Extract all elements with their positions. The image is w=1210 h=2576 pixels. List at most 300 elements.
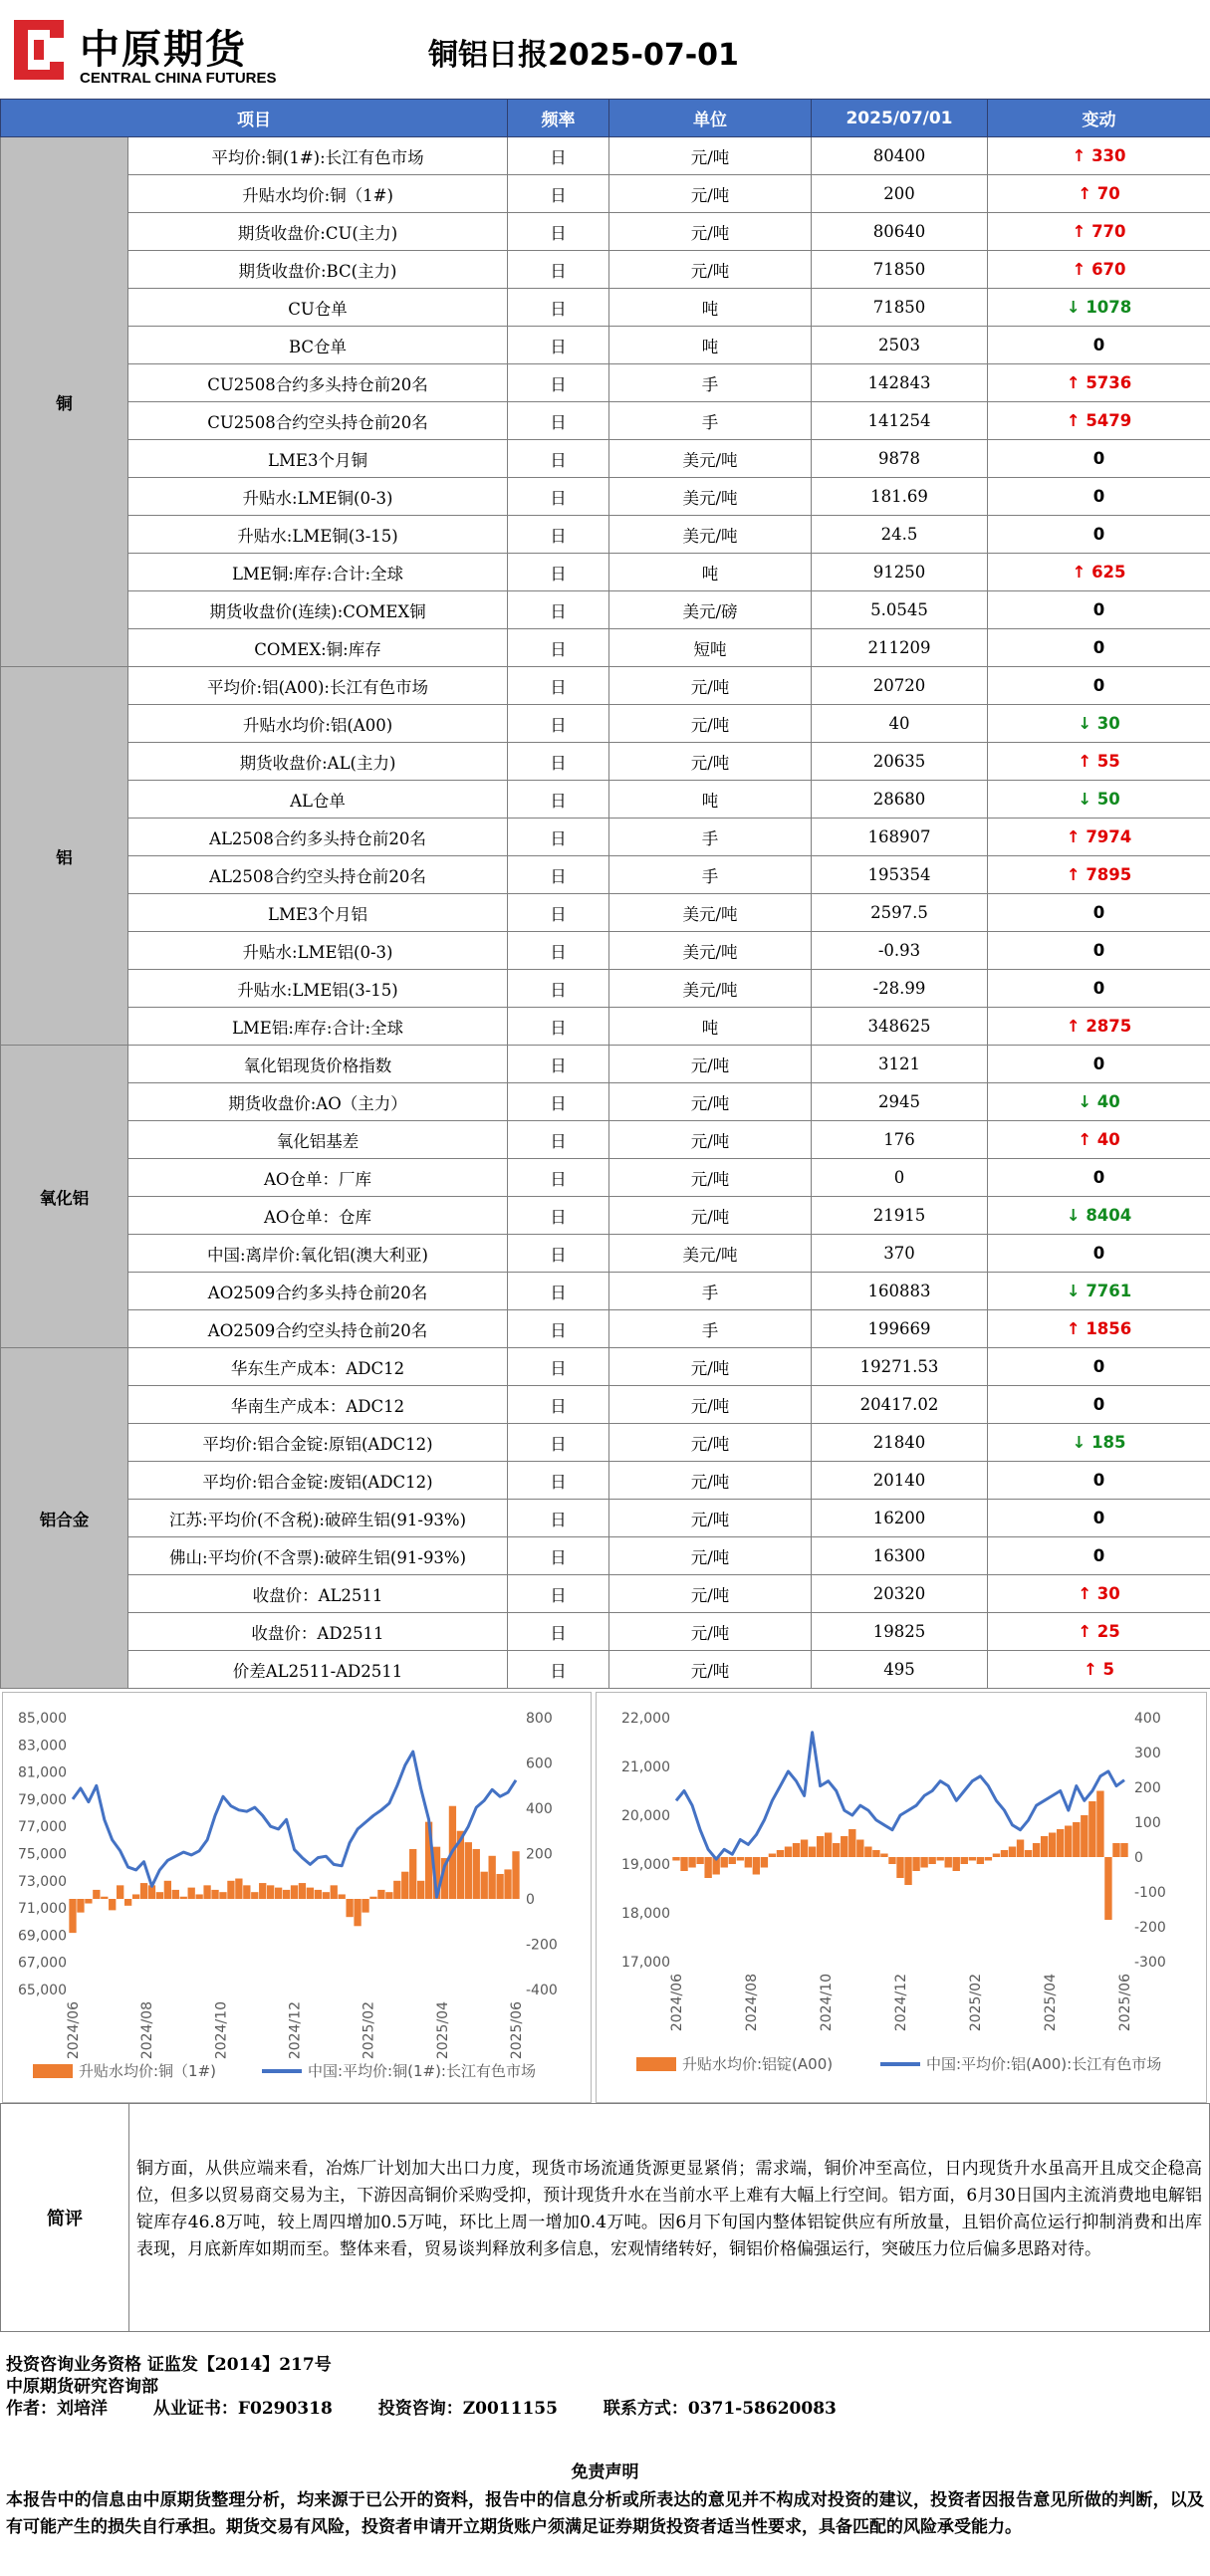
y2-tick-label: -400 <box>526 1983 558 1998</box>
change-cell <box>988 629 1210 667</box>
frequency-cell: 日 <box>508 667 609 705</box>
change-value: 625 <box>1091 563 1126 582</box>
category-cell: 铝 <box>1 667 128 1046</box>
change-value: 0 <box>1092 525 1105 544</box>
table-row <box>1 478 1210 516</box>
x-tick-label: 2025/02 <box>968 1974 984 2032</box>
premium-bar <box>267 1885 274 1899</box>
item-cell: 期货收盘价:CU(主力) <box>128 213 508 251</box>
y2-tick-label: 400 <box>1134 1711 1161 1727</box>
unit-cell: 手 <box>609 1310 812 1348</box>
item-cell: CU2508合约多头持仓前20名 <box>128 364 508 402</box>
unit-cell: 元/吨 <box>609 1159 812 1197</box>
value-cell: 21915 <box>812 1197 988 1235</box>
change-value: 30 <box>1096 1584 1120 1603</box>
x-tick-label: 2025/04 <box>434 2001 451 2060</box>
item-cell: AO2509合约空头持仓前20名 <box>128 1310 508 1348</box>
aluminum-chart <box>597 1693 1206 2102</box>
x-tick-label: 2025/06 <box>509 2001 525 2060</box>
premium-bar <box>101 1897 108 1899</box>
change-cell <box>988 175 1210 213</box>
item-cell: 升贴水:LME铜(3-15) <box>128 516 508 554</box>
arrow-up-icon: ↑ <box>1078 752 1097 771</box>
change-value: 0 <box>1092 979 1105 998</box>
frequency-cell: 日 <box>508 629 609 667</box>
change-value: 0 <box>1092 1054 1105 1073</box>
x-tick-label: 2024/08 <box>744 1974 760 2032</box>
premium-bar <box>953 1857 960 1871</box>
frequency-cell: 日 <box>508 1273 609 1310</box>
unit-cell: 美元/吨 <box>609 478 812 516</box>
item-cell: 华东生产成本：ADC12 <box>128 1348 508 1386</box>
arrow-up-icon: ↑ <box>1066 1017 1087 1036</box>
table-row <box>1 1310 1210 1348</box>
frequency-cell: 日 <box>508 1348 609 1386</box>
change-cell <box>988 1235 1210 1273</box>
y-tick-label: 22,000 <box>621 1711 670 1727</box>
change-cell <box>988 667 1210 705</box>
premium-bar <box>401 1872 408 1899</box>
comment-section <box>0 2103 1210 2332</box>
premium-bar <box>961 1857 968 1864</box>
value-cell: 71850 <box>812 251 988 289</box>
y-tick-label: 69,000 <box>18 1928 67 1945</box>
change-cell <box>988 364 1210 402</box>
table-header-row <box>1 100 1210 137</box>
frequency-cell: 日 <box>508 516 609 554</box>
value-cell: 0 <box>812 1159 988 1197</box>
frequency-cell: 日 <box>508 1613 609 1651</box>
arrow-up-icon: ↑ <box>1072 146 1092 165</box>
value-cell: 80640 <box>812 213 988 251</box>
y-tick-label: 67,000 <box>18 1955 67 1972</box>
value-cell: 24.5 <box>812 516 988 554</box>
premium-bar <box>496 1874 503 1899</box>
consult-number: Z0011155 <box>462 2399 558 2419</box>
x-tick-label: 2024/06 <box>66 2001 82 2060</box>
table-row <box>1 516 1210 554</box>
premium-bar <box>93 1890 100 1899</box>
change-cell <box>988 1046 1210 1083</box>
y-tick-label: 65,000 <box>18 1983 67 1998</box>
item-cell: 平均价:铝合金锭:原铝(ADC12) <box>128 1424 508 1462</box>
item-cell: LME3个月铜 <box>128 440 508 478</box>
frequency-cell: 日 <box>508 1500 609 1537</box>
value-cell: 91250 <box>812 554 988 591</box>
change-value: 30 <box>1096 714 1120 733</box>
table-row <box>1 1197 1210 1235</box>
change-cell <box>988 327 1210 364</box>
premium-bar <box>132 1894 139 1899</box>
table-row <box>1 781 1210 819</box>
item-cell: LME3个月铝 <box>128 894 508 932</box>
item-cell: 氧化铝现货价格指数 <box>128 1046 508 1083</box>
change-value: 0 <box>1092 1168 1105 1187</box>
value-cell: -0.93 <box>812 932 988 970</box>
value-cell: 5.0545 <box>812 591 988 629</box>
premium-bar <box>848 1829 855 1857</box>
table-row <box>1 1613 1210 1651</box>
value-cell: 9878 <box>812 440 988 478</box>
unit-cell: 吨 <box>609 554 812 591</box>
value-cell: -28.99 <box>812 970 988 1008</box>
premium-bar <box>993 1854 1000 1858</box>
premium-bar <box>291 1885 298 1899</box>
charts-area <box>0 1692 1210 2103</box>
change-value: 25 <box>1096 1622 1120 1641</box>
table-row <box>1 440 1210 478</box>
change-cell <box>988 289 1210 327</box>
y-tick-label: 21,000 <box>621 1759 670 1775</box>
premium-bar <box>339 1894 346 1899</box>
premium-bar <box>227 1881 234 1899</box>
value-cell: 80400 <box>812 137 988 175</box>
frequency-cell: 日 <box>508 1083 609 1121</box>
item-cell: 升贴水均价:铝(A00) <box>128 705 508 743</box>
change-cell <box>988 705 1210 743</box>
premium-bar <box>251 1892 258 1899</box>
y-tick-label: 18,000 <box>621 1906 670 1922</box>
table-row <box>1 1235 1210 1273</box>
unit-cell: 元/吨 <box>609 1121 812 1159</box>
frequency-cell: 日 <box>508 856 609 894</box>
change-cell <box>988 1575 1210 1613</box>
item-cell: 期货收盘价:AL(主力) <box>128 743 508 781</box>
premium-bar <box>465 1842 472 1899</box>
item-cell: 收盘价：AD2511 <box>128 1613 508 1651</box>
table-body <box>1 137 1210 1689</box>
category-cell: 铜 <box>1 137 128 667</box>
premium-bar <box>737 1857 744 1861</box>
frequency-cell: 日 <box>508 1121 609 1159</box>
x-tick-label: 2024/08 <box>139 2001 156 2060</box>
y-tick-label: 77,000 <box>18 1819 67 1836</box>
column-header-frequency: 频率 <box>508 100 609 137</box>
value-cell: 20635 <box>812 743 988 781</box>
legend-label-premium: 升贴水均价:铜（1#) <box>79 2062 217 2080</box>
frequency-cell: 日 <box>508 1310 609 1348</box>
table-row <box>1 1008 1210 1046</box>
column-header-change: 变动 <box>988 100 1210 137</box>
premium-bar <box>793 1843 800 1857</box>
premium-bar <box>785 1847 792 1858</box>
table-row <box>1 137 1210 175</box>
premium-bar <box>235 1879 242 1899</box>
value-cell: 40 <box>812 705 988 743</box>
change-value: 0 <box>1092 638 1105 657</box>
change-value: 0 <box>1092 449 1105 468</box>
unit-cell: 手 <box>609 1273 812 1310</box>
table-row <box>1 1386 1210 1424</box>
premium-bar <box>417 1881 424 1899</box>
table-row <box>1 1083 1210 1121</box>
premium-bar <box>369 1897 376 1899</box>
change-cell <box>988 1500 1210 1537</box>
premium-bar <box>1120 1843 1127 1857</box>
premium-bar <box>809 1847 816 1858</box>
premium-bar <box>841 1836 847 1857</box>
item-cell: 华南生产成本：ADC12 <box>128 1386 508 1424</box>
premium-bar <box>704 1857 711 1878</box>
premium-bar <box>872 1850 879 1857</box>
premium-bar <box>1112 1843 1119 1857</box>
premium-bar <box>211 1890 218 1899</box>
unit-cell: 美元/磅 <box>609 591 812 629</box>
y2-tick-label: -200 <box>526 1937 558 1954</box>
category-cell: 氧化铝 <box>1 1046 128 1348</box>
phone-label: 联系方式： <box>603 2399 688 2419</box>
y2-tick-label: -100 <box>1134 1885 1166 1901</box>
premium-bar <box>109 1899 116 1910</box>
premium-bar <box>896 1857 903 1878</box>
category-cell: 铝合金 <box>1 1348 128 1689</box>
disclaimer-section <box>0 2458 1210 2541</box>
value-cell: 16300 <box>812 1537 988 1575</box>
premium-bar <box>1009 1847 1016 1858</box>
change-value: 770 <box>1091 222 1126 241</box>
unit-cell: 元/吨 <box>609 1651 812 1689</box>
table-row <box>1 667 1210 705</box>
arrow-up-icon: ↑ <box>1078 184 1097 203</box>
premium-bar <box>920 1857 927 1868</box>
premium-bar <box>936 1857 943 1861</box>
unit-cell: 元/吨 <box>609 1197 812 1235</box>
report-header <box>0 0 1210 98</box>
legend-label-price: 中国:平均价:铜(1#):长江有色市场 <box>308 2062 536 2080</box>
change-value: 0 <box>1092 600 1105 619</box>
qualification-line: 投资咨询业务资格 证监发【2014】217号 <box>6 2355 332 2375</box>
premium-bar <box>140 1883 147 1899</box>
unit-cell: 手 <box>609 856 812 894</box>
premium-bar <box>331 1885 338 1899</box>
premium-bar <box>672 1857 679 1861</box>
frequency-cell: 日 <box>508 1235 609 1273</box>
table-row <box>1 1462 1210 1500</box>
premium-bar <box>1025 1850 1032 1857</box>
premium-bar <box>323 1892 330 1899</box>
item-cell: 价差AL2511-AD2511 <box>128 1651 508 1689</box>
y2-tick-label: 200 <box>526 1846 553 1863</box>
value-cell: 199669 <box>812 1310 988 1348</box>
item-cell: BC仓单 <box>128 327 508 364</box>
table-row <box>1 705 1210 743</box>
y-tick-label: 73,000 <box>18 1873 67 1890</box>
table-row <box>1 327 1210 364</box>
logo-mark-icon <box>10 16 68 84</box>
item-cell: 氧化铝基差 <box>128 1121 508 1159</box>
table-row <box>1 970 1210 1008</box>
premium-bar <box>1065 1826 1072 1858</box>
change-value: 40 <box>1096 1130 1120 1149</box>
frequency-cell: 日 <box>508 1197 609 1235</box>
change-cell <box>988 743 1210 781</box>
value-cell: 71850 <box>812 289 988 327</box>
value-cell: 19825 <box>812 1613 988 1651</box>
premium-bar <box>315 1890 322 1899</box>
change-value: 670 <box>1091 260 1126 279</box>
change-cell <box>988 1083 1210 1121</box>
value-cell: 2597.5 <box>812 894 988 932</box>
item-cell: 平均价:铜(1#):长江有色市场 <box>128 137 508 175</box>
arrow-down-icon: ↓ <box>1078 714 1097 733</box>
table-row <box>1 1273 1210 1310</box>
premium-bar <box>928 1857 935 1864</box>
table-row <box>1 629 1210 667</box>
item-cell: 江苏:平均价(不含税):破碎生铝(91-93%) <box>128 1500 508 1537</box>
unit-cell: 吨 <box>609 327 812 364</box>
frequency-cell: 日 <box>508 213 609 251</box>
premium-bar <box>409 1849 416 1899</box>
unit-cell: 元/吨 <box>609 1424 812 1462</box>
premium-bar <box>912 1857 919 1871</box>
item-cell: AL2508合约空头持仓前20名 <box>128 856 508 894</box>
frequency-cell: 日 <box>508 1159 609 1197</box>
item-cell: 平均价:铝(A00):长江有色市场 <box>128 667 508 705</box>
premium-bar <box>85 1899 92 1904</box>
arrow-down-icon: ↓ <box>1072 1433 1092 1452</box>
table-row <box>1 743 1210 781</box>
premium-bar <box>1049 1833 1056 1858</box>
premium-bar <box>985 1857 992 1861</box>
change-cell <box>988 591 1210 629</box>
arrow-up-icon: ↑ <box>1066 411 1087 430</box>
unit-cell: 美元/吨 <box>609 516 812 554</box>
item-cell: COMEX:铜:库存 <box>128 629 508 667</box>
unit-cell: 吨 <box>609 1008 812 1046</box>
premium-bar <box>1104 1857 1111 1920</box>
change-value: 0 <box>1092 1509 1105 1527</box>
premium-bar <box>1081 1815 1088 1857</box>
value-cell: 200 <box>812 175 988 213</box>
value-cell: 160883 <box>812 1273 988 1310</box>
premium-bar <box>481 1872 488 1899</box>
y-tick-label: 17,000 <box>621 1955 670 1971</box>
unit-cell: 元/吨 <box>609 1348 812 1386</box>
value-cell: 168907 <box>812 819 988 856</box>
premium-bar <box>1057 1829 1064 1857</box>
value-cell: 495 <box>812 1651 988 1689</box>
table-row <box>1 819 1210 856</box>
x-tick-label: 2025/02 <box>361 2001 377 2060</box>
unit-cell: 元/吨 <box>609 1613 812 1651</box>
value-cell: 3121 <box>812 1046 988 1083</box>
premium-bar <box>680 1857 687 1871</box>
table-row <box>1 932 1210 970</box>
premium-bar <box>393 1881 400 1899</box>
premium-bar <box>473 1849 480 1899</box>
change-cell <box>988 1159 1210 1197</box>
frequency-cell: 日 <box>508 1424 609 1462</box>
unit-cell: 手 <box>609 364 812 402</box>
premium-bar <box>1096 1791 1103 1858</box>
cert-number: F0290318 <box>237 2399 333 2419</box>
change-value: 1856 <box>1086 1319 1132 1338</box>
x-tick-label: 2025/04 <box>1043 1974 1059 2032</box>
premium-bar <box>880 1854 887 1858</box>
item-cell: 收盘价：AL2511 <box>128 1575 508 1613</box>
change-value: 7974 <box>1086 827 1132 846</box>
y2-tick-label: 300 <box>1134 1746 1161 1761</box>
premium-bar <box>817 1836 824 1857</box>
disclaimer-title: 免责声明 <box>571 2462 639 2482</box>
change-cell <box>988 478 1210 516</box>
y2-tick-label: 0 <box>1134 1850 1143 1866</box>
table-row <box>1 1046 1210 1083</box>
change-cell <box>988 932 1210 970</box>
frequency-cell: 日 <box>508 1651 609 1689</box>
premium-bar <box>1033 1843 1040 1857</box>
frequency-cell: 日 <box>508 970 609 1008</box>
legend-swatch-premium <box>636 2057 676 2071</box>
table-row <box>1 591 1210 629</box>
premium-bar <box>180 1897 187 1899</box>
y-tick-label: 71,000 <box>18 1901 67 1918</box>
unit-cell: 元/吨 <box>609 251 812 289</box>
y-tick-label: 19,000 <box>621 1857 670 1873</box>
item-cell: 中国:离岸价:氧化铝(澳大利亚) <box>128 1235 508 1273</box>
y2-tick-label: -300 <box>1134 1955 1166 1971</box>
change-value: 70 <box>1096 184 1120 203</box>
premium-bar <box>801 1840 808 1858</box>
author-name: 刘培洋 <box>57 2399 108 2419</box>
premium-bar <box>753 1857 760 1875</box>
item-cell: AL2508合约多头持仓前20名 <box>128 819 508 856</box>
premium-bar <box>864 1847 871 1858</box>
premium-bar <box>888 1857 895 1864</box>
premium-bar <box>856 1840 863 1858</box>
change-cell <box>988 1651 1210 1689</box>
change-value: 0 <box>1092 941 1105 960</box>
author-label: 作者： <box>6 2399 57 2419</box>
change-cell <box>988 819 1210 856</box>
unit-cell: 元/吨 <box>609 1500 812 1537</box>
frequency-cell: 日 <box>508 251 609 289</box>
arrow-up-icon: ↑ <box>1066 865 1087 884</box>
premium-bar <box>307 1888 314 1899</box>
y-tick-label: 85,000 <box>18 1711 67 1727</box>
change-value: 0 <box>1092 487 1105 506</box>
cert-label: 从业证书： <box>152 2399 238 2419</box>
premium-bar <box>777 1850 784 1857</box>
change-cell <box>988 1424 1210 1462</box>
change-value: 55 <box>1096 752 1120 771</box>
frequency-cell: 日 <box>508 743 609 781</box>
unit-cell: 元/吨 <box>609 1462 812 1500</box>
premium-bar <box>489 1856 496 1899</box>
premium-bar <box>283 1890 290 1899</box>
table-row <box>1 175 1210 213</box>
premium-bar <box>219 1892 226 1899</box>
frequency-cell: 日 <box>508 137 609 175</box>
premium-bar <box>1041 1836 1048 1857</box>
frequency-cell: 日 <box>508 289 609 327</box>
change-cell <box>988 1121 1210 1159</box>
change-cell <box>988 213 1210 251</box>
change-value: 0 <box>1092 1244 1105 1263</box>
arrow-up-icon: ↑ <box>1066 373 1087 392</box>
copper-chart <box>3 1693 591 2102</box>
arrow-down-icon: ↓ <box>1066 298 1087 317</box>
change-cell <box>988 1348 1210 1386</box>
logo-chinese-name: 中原期货 <box>80 27 247 73</box>
table-row <box>1 251 1210 289</box>
value-cell: 16200 <box>812 1500 988 1537</box>
arrow-up-icon: ↑ <box>1078 1622 1097 1641</box>
report-info <box>6 2354 837 2420</box>
change-value: 0 <box>1092 1546 1105 1565</box>
y-tick-label: 83,000 <box>18 1738 67 1755</box>
table-row <box>1 1159 1210 1197</box>
